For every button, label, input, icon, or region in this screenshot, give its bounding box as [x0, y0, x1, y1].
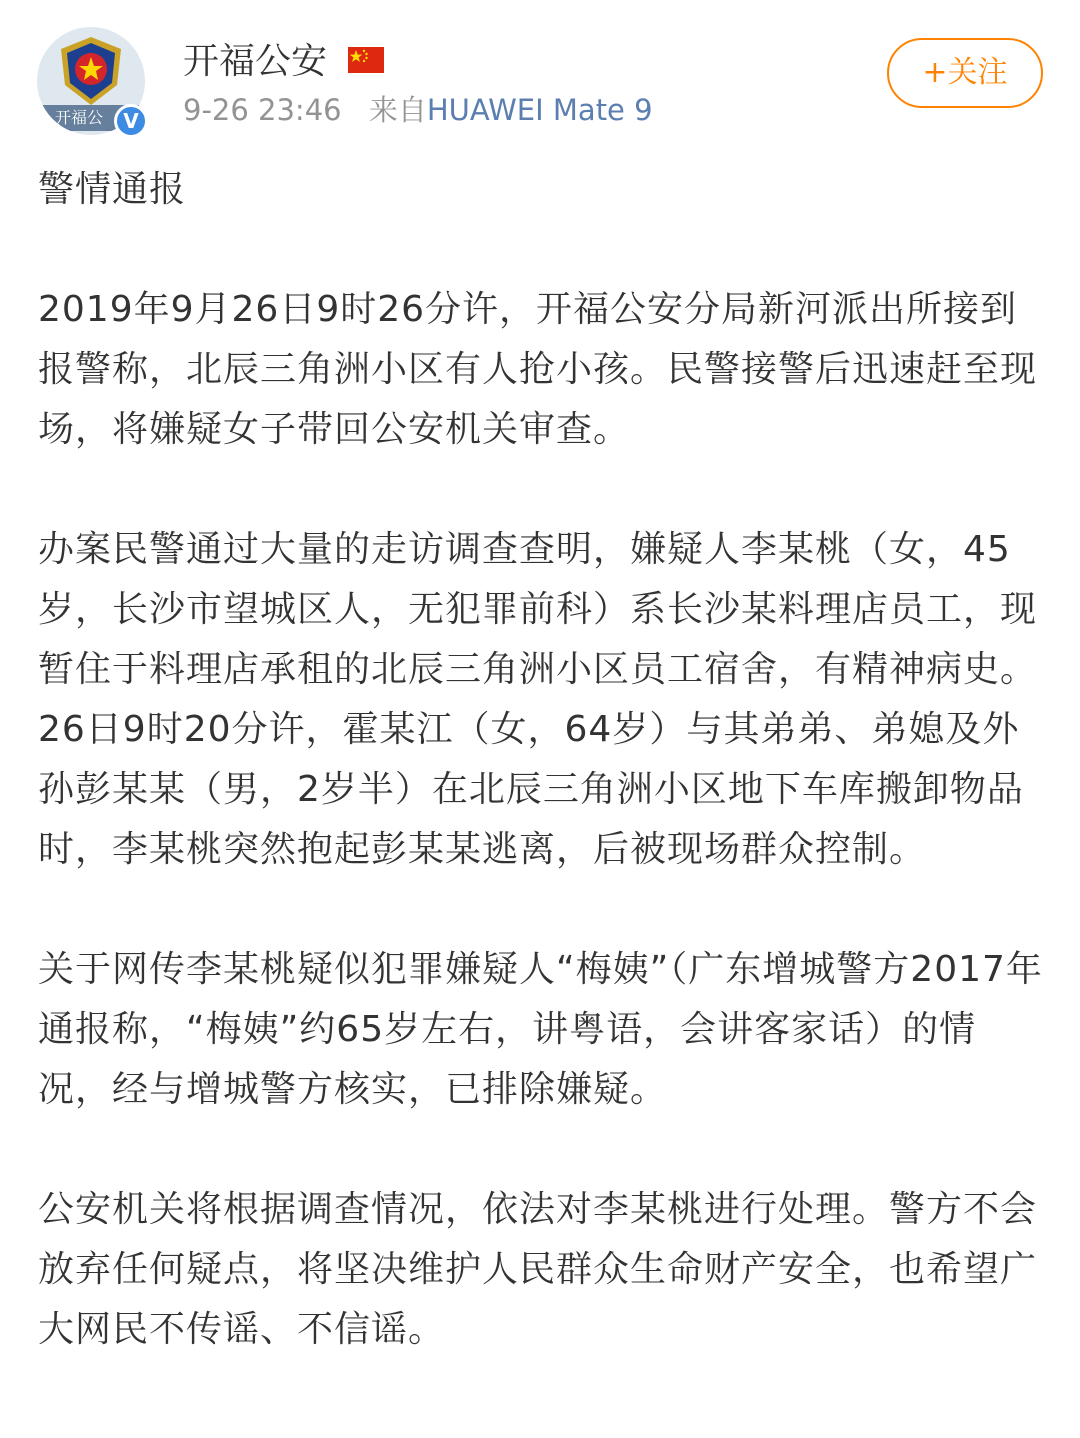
account-name[interactable]: 开福公安: [183, 41, 328, 82]
post-paragraph: 公安机关将根据调查情况，依法对李某桃进行处理。警方不会放弃任何疑点，将坚决维护人民群众生命财产安全，也希望广大网民不传谣、不信谣。: [38, 1189, 1038, 1350]
post-paragraph: 关于网传李某桃疑似犯罪嫌疑人“梅姨”（广东增城警方2017年通报称，“梅姨”约65岁左右，讲粤语，会讲客家话）的情况，经与增城警方核实，已排除嫌疑。: [38, 949, 1043, 1110]
post-header: [0, 0, 1080, 150]
post-timestamp: 9-26 23:46: [183, 93, 342, 127]
post-meta: [183, 92, 653, 128]
verified-badge-icon: V: [114, 104, 148, 138]
post-title: 警情通报: [38, 169, 187, 210]
post-paragraph: 2019年9月26日9时26分许，开福公安分局新河派出所接到报警称，北辰三角洲小区有人抢小孩。民警接警后迅速赶至现场，将嫌疑女子带回公安机关审查。: [38, 289, 1038, 450]
source-device-link[interactable]: HUAWEI Mate 9: [426, 93, 653, 127]
china-flag-icon: [348, 47, 384, 73]
post-paragraph: 办案民警通过大量的走访调查查明，嫌疑人李某桃（女，45岁，长沙市望城区人，无犯罪前科）系长沙某料理店员工，现暂住于料理店承租的北辰三角洲小区员工宿舍，有精神病史。26日9时20分许，霍某江（女，64岁）与其弟弟、弟媳及外孙彭某某（男，2岁半）在北辰三角洲小区地下车库搬卸物品时，李某桃突然抱起彭某某逃离，后被现场群众控制。: [38, 529, 1038, 870]
source-prefix: 来自: [368, 93, 427, 127]
avatar-caption: 开福公: [37, 105, 145, 131]
police-emblem-icon: [57, 35, 125, 107]
follow-button[interactable]: +关注: [887, 38, 1043, 108]
post-body: [38, 160, 1048, 1360]
